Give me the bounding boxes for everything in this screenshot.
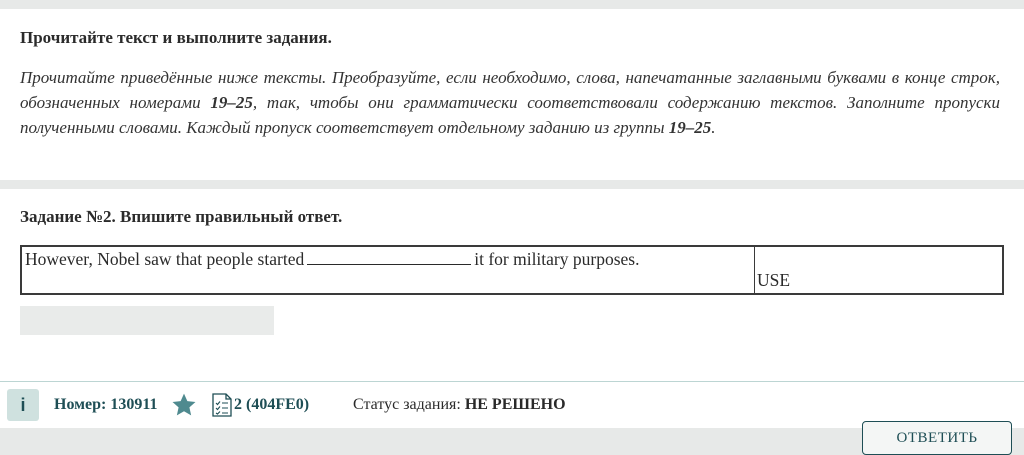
task-keyword-cell: [755, 247, 1002, 293]
sentence-blank: [307, 250, 471, 265]
document-list-icon[interactable]: [211, 393, 233, 417]
instructions-text-part1: Прочитайте приведённые ниже тексты. Преобразуйте, если необходимо, слова, напечатанные заглавными буквами в конце строк, обозначенных номерами: [20, 68, 1000, 112]
answer-input[interactable]: [20, 306, 274, 335]
info-button[interactable]: i: [7, 389, 39, 421]
status-label: Статус задания:: [353, 396, 461, 413]
task-card: [0, 189, 1024, 381]
instructions-title: Прочитайте текст и выполните задания.: [20, 28, 332, 47]
submit-answer-button[interactable]: ОТВЕТИТЬ: [862, 421, 1012, 455]
instructions-range-2: 19–25: [668, 118, 712, 137]
task-status: [353, 396, 566, 414]
task-number: Номер: 130911: [54, 396, 158, 413]
instructions-text-part3: .: [711, 118, 716, 137]
sentence-after: it for military purposes.: [474, 249, 640, 269]
top-band: [0, 0, 1024, 9]
instructions-text-part2: , так, чтобы они грамматически соответствовали содержанию текстов. Заполните пропуски полученными словами. Каждый пропуск соответствует отдельному заданию из группы: [20, 93, 1000, 137]
instructions-text: [20, 65, 1000, 140]
task-sentence-cell: [22, 247, 755, 293]
instructions-range-1: 19–25: [210, 93, 253, 112]
task-title: Задание №2. Впишите правильный ответ.: [20, 207, 343, 226]
star-icon[interactable]: [171, 392, 197, 418]
sentence-before: However, Nobel saw that people started: [25, 249, 305, 269]
task-keyword: USE: [757, 270, 791, 290]
variant-link[interactable]: 2 (404FE0): [234, 396, 310, 413]
status-value: НЕ РЕШЕНО: [464, 396, 566, 413]
task-table: [20, 245, 1004, 295]
instructions-card: [0, 9, 1024, 180]
